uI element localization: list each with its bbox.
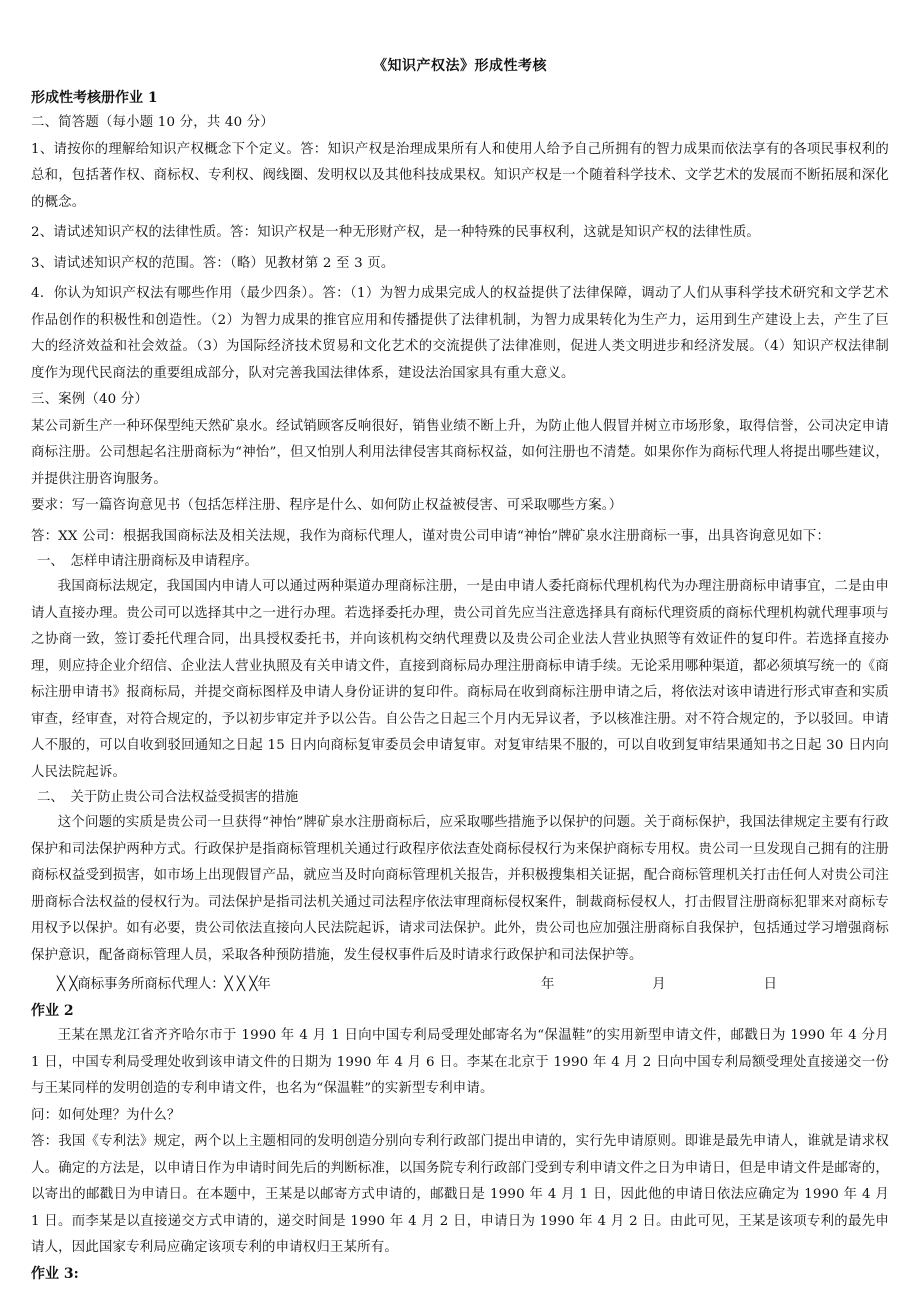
date-month: 月: [652, 977, 666, 992]
hw3-heading: 作业 3:: [31, 1265, 79, 1282]
question-3: 3、请试述知识产权的范围。答：（略）见教材第 2 至 3 页。: [31, 255, 395, 271]
signature-text: ╳ ╳商标事务所商标代理人：╳ ╳ ╳年: [57, 977, 271, 992]
date-day: 日: [763, 977, 777, 992]
sub2-body: 这个问题的实质是贵公司一旦获得“神怡”牌矿泉水注册商标后，应采取哪些措施予以保护的问题。关于商标保护，我国法律规定主要有行政保护和司法保护两种方式。行政保护是指商标管理机关通过行政程序依法查处商标侵权行为来保护商标专用权。贵公司一旦发现自己拥有的注册商标权益受到损害，如市场上出现假冒产品，就应当及时向商标管理机关报告，并积极搜集相关证据，配合商标管理机关打击任何人对贵公司注册商标合法权益的侵权行为。司法保护是指司法机关通过司法程序依法审理商标侵权案件，制裁商标侵权人，打击假冒注册商标犯罪来对商标专用权予以保护。如有必要，贵公司依法直接向人民法院起诉，请求司法保护。此外，贵公司也应加强注册商标自我保护，包括通过学习增强商标保护意识，配备商标管理人员，采取各种预防措施，发生侵权事件后及时请求行政保护和司法保护等。: [31, 815, 889, 963]
signature-line: [31, 971, 889, 999]
case-description: 某公司新生产一种环保型纯天然矿泉水。经试销顾客反响很好，销售业绩不断上升，为防止他人假冒并树立市场形象，取得信誉，公司决定申请商标注册。公司想起名注册商标为“神怡”，但又怕别人利用法律侵害其商标权益，如何注册也不清楚。如果你作为商标代理人将提出哪些建议，并提供注册咨询服务。: [31, 418, 889, 487]
answer-intro: 答：XX 公司：根据我国商标法及相关法规，我作为商标代理人，谨对贵公司申请“神怡”牌矿泉水注册商标一事，出具咨询意见如下：: [31, 528, 831, 544]
hw2-answer: 答：我国《专利法》规定，两个以上主题相同的发明创造分别向专利行政部门提出申请的，实行先申请原则。即谁是最先申请人，谁就是请求权人。确定的方法是，以申请日作为申请时间先后的判断标准，以国务院专利行政部门受到专利申请文件之日为申请日，但是申请文件是邮寄的，以寄出的邮戳日为申请日。在本题中，王某是以邮寄方式申请的，邮戳日是 1990 年 4 月 1 日，因此他的申请日依法应确定为 1990 年 4 月 1 日。而李某是以直接递交方式申请的，递交时间是 1990 年 4 月 2 日，申请日为 1990 年 4 月 2 日。由此可见，王某是该项专利的最先申请人，因此国家专利局应确定该项专利的申请权归王某所有。: [31, 1134, 889, 1255]
question-1: 1、请按你的理解给知识产权概念下个定义。答：知识产权是治理成果所有人和使用人给予自己所拥有的智力成果而依法享有的各项民事权利的总和，包括著作权、商标权、专利权、阀线圈、发明权以及其他科技成果权。知识产权是一个随着科学技术、文学艺术的发展而不断拓展和深化的概念。: [31, 141, 889, 210]
part2-heading: 二、简答题（每小题 10 分，共 40 分）: [31, 115, 274, 130]
sub1-heading: 一、 怎样申请注册商标及申请程序。: [37, 554, 258, 569]
document-page: [31, 54, 889, 1286]
hw1-heading: 形成性考核册作业 1: [31, 90, 158, 106]
signature-date: [541, 971, 889, 999]
question-4: 4．你认为知识产权法有哪些作用（最少四条）。答：（1）为智力成果完成人的权益提供了法律保障，调动了人们从事科学技术研究和文学艺术作品创作的积极性和创造性。（2）为智力成果的推官应用和传播提供了法律机制，为智力成果转化为生产力，运用到生产建设上去，产生了巨大的经济效益和社会效益。（3）为国际经济技术贸易和文化艺术的交流提供了法律准则，促进人类文明进步和经济发展。（4）知识产权法律制度作为现代民商法的重要组成部分，队对完善我国法律体系，建设法治国家具有重大意义。: [31, 286, 889, 381]
sub1-body: 我国商标法规定，我国国内申请人可以通过两种渠道办理商标注册，一是由申请人委托商标代理机构代为办理注册商标申请事宜，二是由申请人直接办理。贵公司可以选择其中之一进行办理。若选择委托办理，贵公司首先应当注意选择具有商标代理资质的商标代理机构就代理事项与之协商一致，签订委托代理合同，出具授权委托书，并向该机构交纳代理费以及贵公司企业法人营业执照等有效证件的复印件。若选择直接办理，则应持企业介绍信、企业法人营业执照及有关申请文件，直接到商标局办理注册商标申请手续。无论采用哪种渠道，都必须填写统一的《商标注册申请书》报商标局，并提交商标图样及申请人身份证讲的复印件。商标局在收到商标注册申请之后，将依法对该申请进行形式审查和实质审查，经审查，对符合规定的，予以初步审定并予以公告。自公告之日起三个月内无异议者，予以核准注册。对不符合规定的，予以驳回。申请人不服的，可以自收到驳回通知之日起 15 日内向商标复审委员会申请复审。对复审结果不服的，可以自收到复审结果通知书之日起 30 日内向人民法院起诉。: [31, 579, 889, 780]
sub2-heading: 二、 关于防止贵公司合法权益受损害的措施: [37, 790, 299, 805]
date-year: 年: [541, 977, 555, 992]
hw2-case: 王某在黑龙江省齐齐哈尔市于 1990 年 4 月 1 日向中国专利局受理处邮寄名为“保温鞋”的实用新型申请文件，邮戳日为 1990 年 4 分月 1 日，中国专利局受理处收到该申请文件的日期为 1990 年 4 月 6 日。李某在北京于 1990 年 4 月 2 日向中国专利局额受理处直接递交一份与王某同样的发明创造的专利申请文件，也名为“保温鞋”的实新型专利申请。: [31, 1028, 889, 1096]
document-title: 《知识产权法》形成性考核: [373, 58, 547, 74]
case-requirement: 要求：写一篇咨询意见书（包括怎样注册、程序是什么、如何防止权益被侵害、可采取哪些方案。）: [31, 498, 623, 513]
part3-heading: 三、案例（40 分）: [31, 392, 149, 407]
hw2-heading: 作业 2: [31, 1003, 74, 1019]
question-2: 2、请试述知识产权的法律性质。答：知识产权是一种无形财产权，是一种特殊的民事权利，这就是知识产权的法律性质。: [31, 225, 761, 240]
hw2-question: 问：如何处理？为什么？: [31, 1107, 181, 1123]
